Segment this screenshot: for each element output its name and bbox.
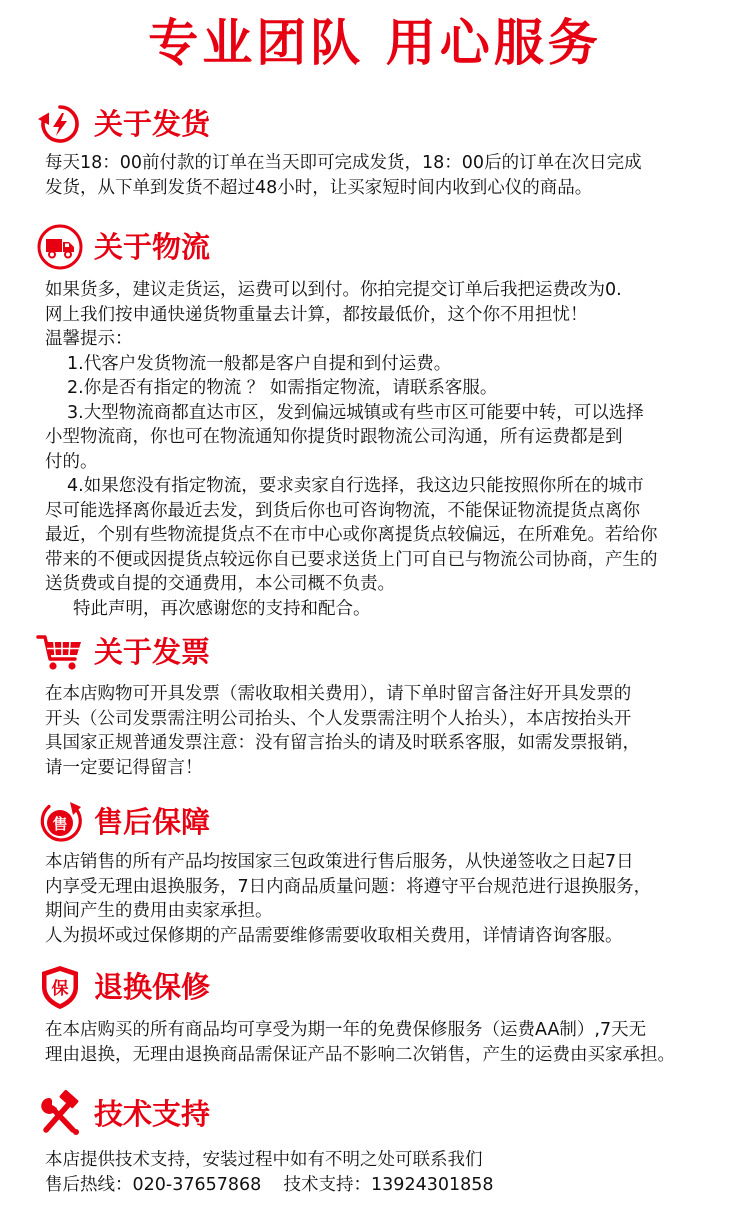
text-line: 人为损坏或过保修期的产品需要维修需要收取相关费用，详情请咨询客服。 bbox=[45, 925, 623, 946]
text-line: 温馨提示： bbox=[45, 329, 133, 349]
return-repair-title: 退换保修 bbox=[94, 970, 211, 1004]
text-line: 送货费或自提的交通费用，本公司概不负责。 bbox=[45, 574, 395, 594]
text-line: 1.代客户发货物流一般都是客户自提和到付运费。 bbox=[67, 353, 452, 374]
text-line: 付的。 bbox=[45, 451, 98, 472]
logistics-header bbox=[36, 223, 210, 271]
after-sales-header bbox=[36, 798, 210, 846]
tech-support-header bbox=[36, 1090, 210, 1138]
text-line: 4.如果您没有指定物流，要求卖家自行选择，我这边只能按照你所在的城市 bbox=[67, 476, 644, 496]
text-line: 在本店购物可开具发票（需收取相关费用），请下单时留言备注好开具发票的 bbox=[45, 684, 632, 704]
after-sales-text bbox=[45, 850, 725, 948]
svg-text:保: 保 bbox=[51, 979, 69, 999]
after-sales-title: 售后保障 bbox=[94, 805, 211, 839]
text-line: 最近，个别有些物流提货点不在市中心或你离提货点较偏远，在所难免。若给你 bbox=[45, 525, 658, 545]
text-line: 带来的不便或因提货点较远你自已要求送货上门可自已与物流公司协商，产生的 bbox=[45, 549, 658, 570]
refresh-lightning-icon bbox=[36, 100, 84, 148]
shopping-cart-icon bbox=[36, 628, 84, 676]
logistics-title: 关于物流 bbox=[94, 230, 211, 264]
warranty-shield-icon bbox=[36, 963, 84, 1011]
text-line: 小型物流商，你也可在物流通知你提货时跟物流公司沟通，所有运费都是到 bbox=[45, 427, 623, 447]
logistics-text bbox=[45, 278, 725, 621]
text-line: 网上我们按申通快递货物重量去计算，都按最低价，这个你不用担忧！ bbox=[45, 304, 588, 325]
shipping-header bbox=[36, 100, 210, 148]
text-line: 2.你是否有指定的物流 ？ 如需指定物流，请联系客服。 bbox=[67, 378, 498, 398]
tech-support-title: 技术支持 bbox=[94, 1097, 211, 1131]
text-line: 请一定要记得留言！ bbox=[45, 757, 203, 778]
return-repair-text bbox=[45, 1018, 725, 1067]
text-line: 本店销售的所有产品均按国家三包政策进行售后服务，从快递签收之日起7日 bbox=[45, 852, 634, 872]
tech-support-text bbox=[45, 1148, 725, 1197]
invoice-title: 关于发票 bbox=[94, 635, 211, 669]
text-line: 本店提供技术支持，安装过程中如有不明之处可联系我们 bbox=[45, 1150, 483, 1170]
invoice-text bbox=[45, 682, 725, 780]
text-line: 在本店购买的所有商品均可享受为期一年的免费保修服务（运费AA制）,7天无 bbox=[45, 1020, 647, 1040]
text-line: 开头（公司发票需注明公司抬头、个人发票需注明个人抬头），本店按抬头开 bbox=[45, 708, 632, 729]
shipping-text bbox=[45, 151, 725, 200]
text-line: 具国家正规普通发票注意：没有留言抬头的请及时联系客服，如需发票报销， bbox=[45, 733, 640, 753]
text-line: 3.大型物流商都直达市区，发到偏远城镇或有些市区可能要中转，可以选择 bbox=[67, 402, 644, 423]
after-sales-badge-icon bbox=[36, 798, 84, 846]
text-line: 内享受无理由退换服务，7日内商品质量问题：将遵守平台规范进行退换服务， bbox=[45, 876, 652, 897]
return-repair-header bbox=[36, 963, 210, 1011]
svg-text:售: 售 bbox=[52, 815, 68, 833]
text-line: 期间产生的费用由卖家承担。 bbox=[45, 901, 273, 921]
hotline-line: 售后热线：020-37657868 技术支持：13924301858 bbox=[45, 1174, 494, 1195]
text-line: 每天18：00前付款的订单在当天即可完成发货，18：00后的订单在次日完成 bbox=[45, 153, 642, 173]
delivery-truck-icon bbox=[36, 223, 84, 271]
hammer-wrench-icon bbox=[36, 1090, 84, 1138]
page-title: 专业团队 用心服务 bbox=[148, 14, 602, 72]
text-line: 特此声明，再次感谢您的支持和配合。 bbox=[73, 598, 371, 619]
text-line: 理由退换，无理由退换商品需保证产品不影响二次销售，产生的运费由买家承担。 bbox=[45, 1044, 675, 1065]
text-line: 尽可能选择离你最近去发，到货后你也可咨询物流，不能保证物流提货点离你 bbox=[45, 500, 640, 521]
text-line: 发货，从下单到发货不超过48小时，让买家短时间内收到心仪的商品。 bbox=[45, 177, 593, 198]
shipping-title: 关于发货 bbox=[94, 107, 211, 141]
invoice-header bbox=[36, 628, 210, 676]
text-line: 如果货多，建议走货运，运费可以到付。你拍完提交订单后我把运费改为0. bbox=[45, 280, 622, 300]
